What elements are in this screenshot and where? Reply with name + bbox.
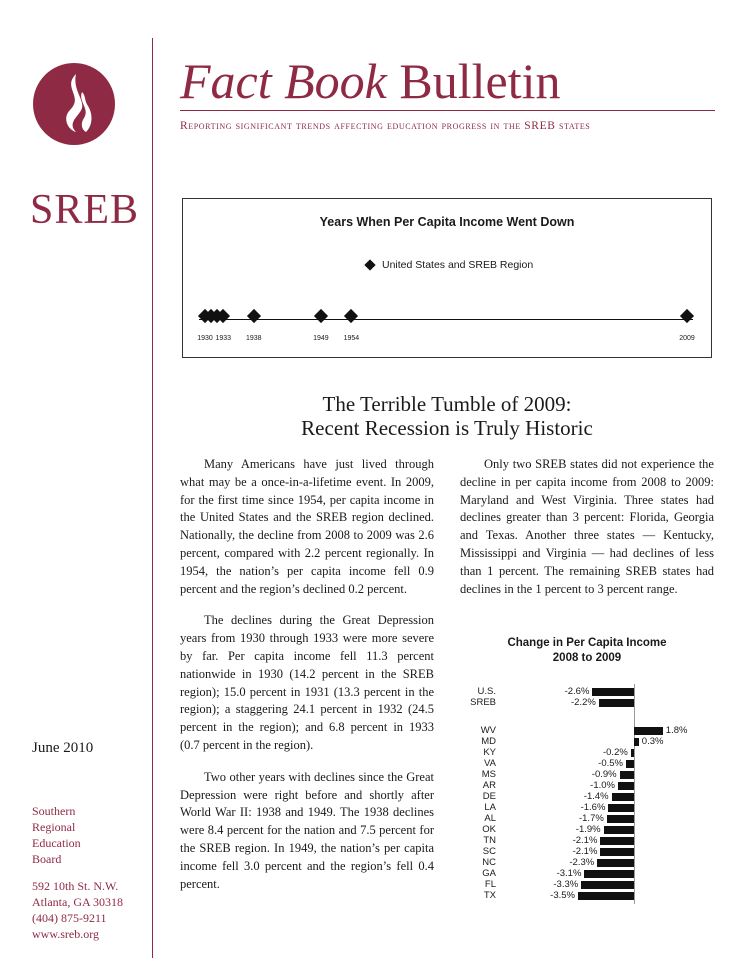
timeline-tick-label: 1930: [197, 335, 213, 342]
chart-row: [452, 835, 722, 846]
chart-value-label: -2.6%: [564, 686, 590, 697]
timeline-tick-label: 1938: [246, 335, 262, 342]
chart-category-label: DE: [482, 791, 496, 802]
chart-bar: [626, 760, 634, 768]
timeline-marker: [247, 309, 261, 323]
flame-icon: [32, 62, 116, 146]
chart-value-label: -0.5%: [598, 758, 623, 769]
timeline-axis: [199, 319, 693, 320]
chart-value-label: -1.6%: [580, 802, 606, 813]
article-column-right: [460, 456, 714, 612]
chart-bar: [600, 837, 634, 845]
timeline-marker: [680, 309, 694, 323]
chart-value-label: -3.3%: [553, 879, 579, 890]
article-title-line: Recent Recession is Truly Historic: [301, 416, 593, 440]
chart-bar: [597, 859, 634, 867]
chart-bar: [578, 892, 634, 900]
chart-bar: [612, 793, 634, 801]
chart-row: [452, 736, 722, 747]
chart-row: [452, 802, 722, 813]
chart-category-label: KY: [483, 747, 496, 758]
chart-category-label: WV: [480, 725, 496, 736]
chart-bar: [599, 699, 634, 707]
chart-category-label: GA: [482, 868, 496, 879]
chart-value-label: -2.2%: [570, 697, 596, 708]
chart-category-label: TN: [483, 835, 496, 846]
chart-category-label: NC: [482, 857, 496, 868]
chart-row: [452, 879, 722, 890]
masthead-tagline: Reporting significant trends affecting education progress in the SREB states: [180, 120, 591, 132]
chart-row: [452, 824, 722, 835]
masthead-rule: [180, 110, 715, 111]
chart-value-label: -1.9%: [575, 824, 601, 835]
chart-bar: [584, 870, 634, 878]
chart-title: [452, 636, 722, 666]
chart-value-label: -3.5%: [550, 890, 575, 901]
timeline-tick-label: 1954: [343, 335, 360, 342]
chart-category-label: OK: [482, 824, 496, 835]
chart-bar: [620, 771, 634, 779]
org-line: Education: [32, 836, 81, 850]
address-line: Atlanta, GA 30318: [32, 895, 123, 909]
chart-row: [452, 813, 722, 824]
chart-category-label: VA: [484, 758, 496, 769]
chart-value-label: -2.3%: [569, 857, 595, 868]
body-paragraph: Two other years with declines since the Great Depression were right before and shortly after World War II: 1938 and 1949. The 1938 declines were 8.4 percent for the nation and 7.5 percent for the SREB region. In 1949, the nation’s per capita income fell 3.0 percent and the region’s fell 0.4 percent.: [180, 769, 434, 891]
chart-row: [452, 846, 722, 857]
article-title: [180, 392, 714, 440]
phone-number: (404) 875-9211: [32, 911, 107, 925]
chart-value-label: 1.8%: [665, 725, 688, 736]
chart-row: [452, 780, 722, 791]
chart-category-label: MS: [481, 769, 496, 780]
chart-category-label: TX: [483, 890, 496, 901]
timeline-tick-label: 1949: [313, 335, 329, 342]
chart-category-label: SREB: [470, 697, 496, 708]
chart-bar: [618, 782, 634, 790]
chart-category-label: FL: [484, 879, 496, 890]
timeline-title: Years When Per Capita Income Went Down: [319, 215, 575, 229]
chart-bar: [604, 826, 634, 834]
chart-value-label: 0.3%: [641, 736, 664, 747]
chart-value-label: -2.1%: [572, 835, 598, 846]
chart-bar: [592, 688, 634, 696]
chart-bar: [634, 727, 663, 735]
organization-address: [32, 878, 123, 942]
chart-bar: [634, 738, 639, 746]
chart-bar: [581, 881, 634, 889]
chart-value-label: -1.4%: [583, 791, 609, 802]
chart-row: [452, 686, 722, 697]
chart-title-line: Change in Per Capita Income: [507, 637, 667, 649]
chart-value-label: -0.2%: [602, 747, 628, 758]
org-line: Regional: [32, 820, 76, 834]
organization-name: [32, 803, 81, 867]
article-title-line: The Terrible Tumble of 2009:: [322, 392, 572, 416]
publication-date: June 2010: [32, 740, 94, 756]
diamond-icon: [364, 259, 375, 270]
chart-row: [452, 868, 722, 879]
timeline-marker: [314, 309, 328, 323]
chart-bar: [608, 804, 634, 812]
timeline-tick-label: 2009: [679, 335, 695, 342]
chart-value-label: -1.7%: [578, 813, 604, 824]
website-link[interactable]: www.sreb.org: [32, 927, 99, 941]
chart-category-label: MD: [481, 736, 496, 747]
chart-bar: [600, 848, 634, 856]
income-change-chart: [452, 636, 722, 926]
chart-category-label: LA: [484, 802, 496, 813]
timeline-tick-label: 1933: [215, 335, 232, 342]
chart-subtitle: 2008 to 2009: [552, 652, 622, 664]
chart-row: [452, 747, 722, 758]
chart-category-label: AR: [482, 780, 496, 791]
chart-row: [452, 725, 722, 736]
chart-row: [452, 890, 722, 901]
body-paragraph: The declines during the Great Depression years from 1930 through 1933 were more severe by far. Per capita income fell 11.3 percent nationwide in 1930 (14.2 percent in the SREB region); 15.0 percent in 1931 (13.3 percent in the region); a staggering 24.1 percent in 1932 (24.5 percent in the region); and 6.8 percent in 1933 (0.7 percent in the region).: [180, 613, 434, 752]
chart-value-label: -2.1%: [572, 846, 598, 857]
timeline-marker: [344, 309, 358, 323]
address-line: 592 10th St. N.W.: [32, 879, 119, 893]
org-line: Southern: [32, 804, 76, 818]
org-line: Board: [32, 852, 62, 866]
chart-value-label: -3.1%: [556, 868, 582, 879]
sreb-wordmark: SREB: [30, 187, 140, 233]
masthead-title-rest: Bulletin: [399, 53, 561, 109]
timeline-legend: [366, 259, 533, 271]
chart-value-label: -1.0%: [590, 780, 615, 791]
sidebar-divider: [152, 38, 153, 958]
masthead-title: [180, 53, 561, 109]
chart-row: [452, 857, 722, 868]
article-column-left: [180, 456, 434, 907]
timeline-figure: [182, 198, 712, 358]
chart-bar: [631, 749, 634, 757]
chart-bar: [607, 815, 634, 823]
body-paragraph: Only two SREB states did not experience the decline in per capita income from 2008 to 2009: Maryland and West Virginia. Three states had declines greater than 3 percent: Florida, Georgia and Texas. Another three states — Kentucky, Mississippi and Virginia — had declines of less than 1 percent. The remaining SREB states had declines in the 1 percent to 3 percent range.: [460, 457, 714, 596]
chart-category-label: AL: [484, 813, 496, 824]
chart-row: [452, 697, 722, 708]
chart-category-label: U.S.: [477, 686, 496, 697]
chart-row: [452, 758, 722, 769]
body-paragraph: Many Americans have just lived through what may be a once-in-a-lifetime event. In 2009, for the first time since 1954, per capita income in the United States and the SREB region declined. Nationally, the decline from 2008 to 2009 was 2.6 percent, compared with 2.2 percent regionally. In 1954, the nation’s per capita income fell 0.9 percent and the region’s declined 0.2 percent.: [180, 457, 434, 596]
chart-row: [452, 769, 722, 780]
chart-category-label: SC: [482, 846, 496, 857]
chart-row: [452, 791, 722, 802]
chart-value-label: -0.9%: [591, 769, 617, 780]
timeline-legend-label: United States and SREB Region: [382, 259, 534, 271]
masthead-title-italic: Fact Book: [180, 53, 387, 109]
